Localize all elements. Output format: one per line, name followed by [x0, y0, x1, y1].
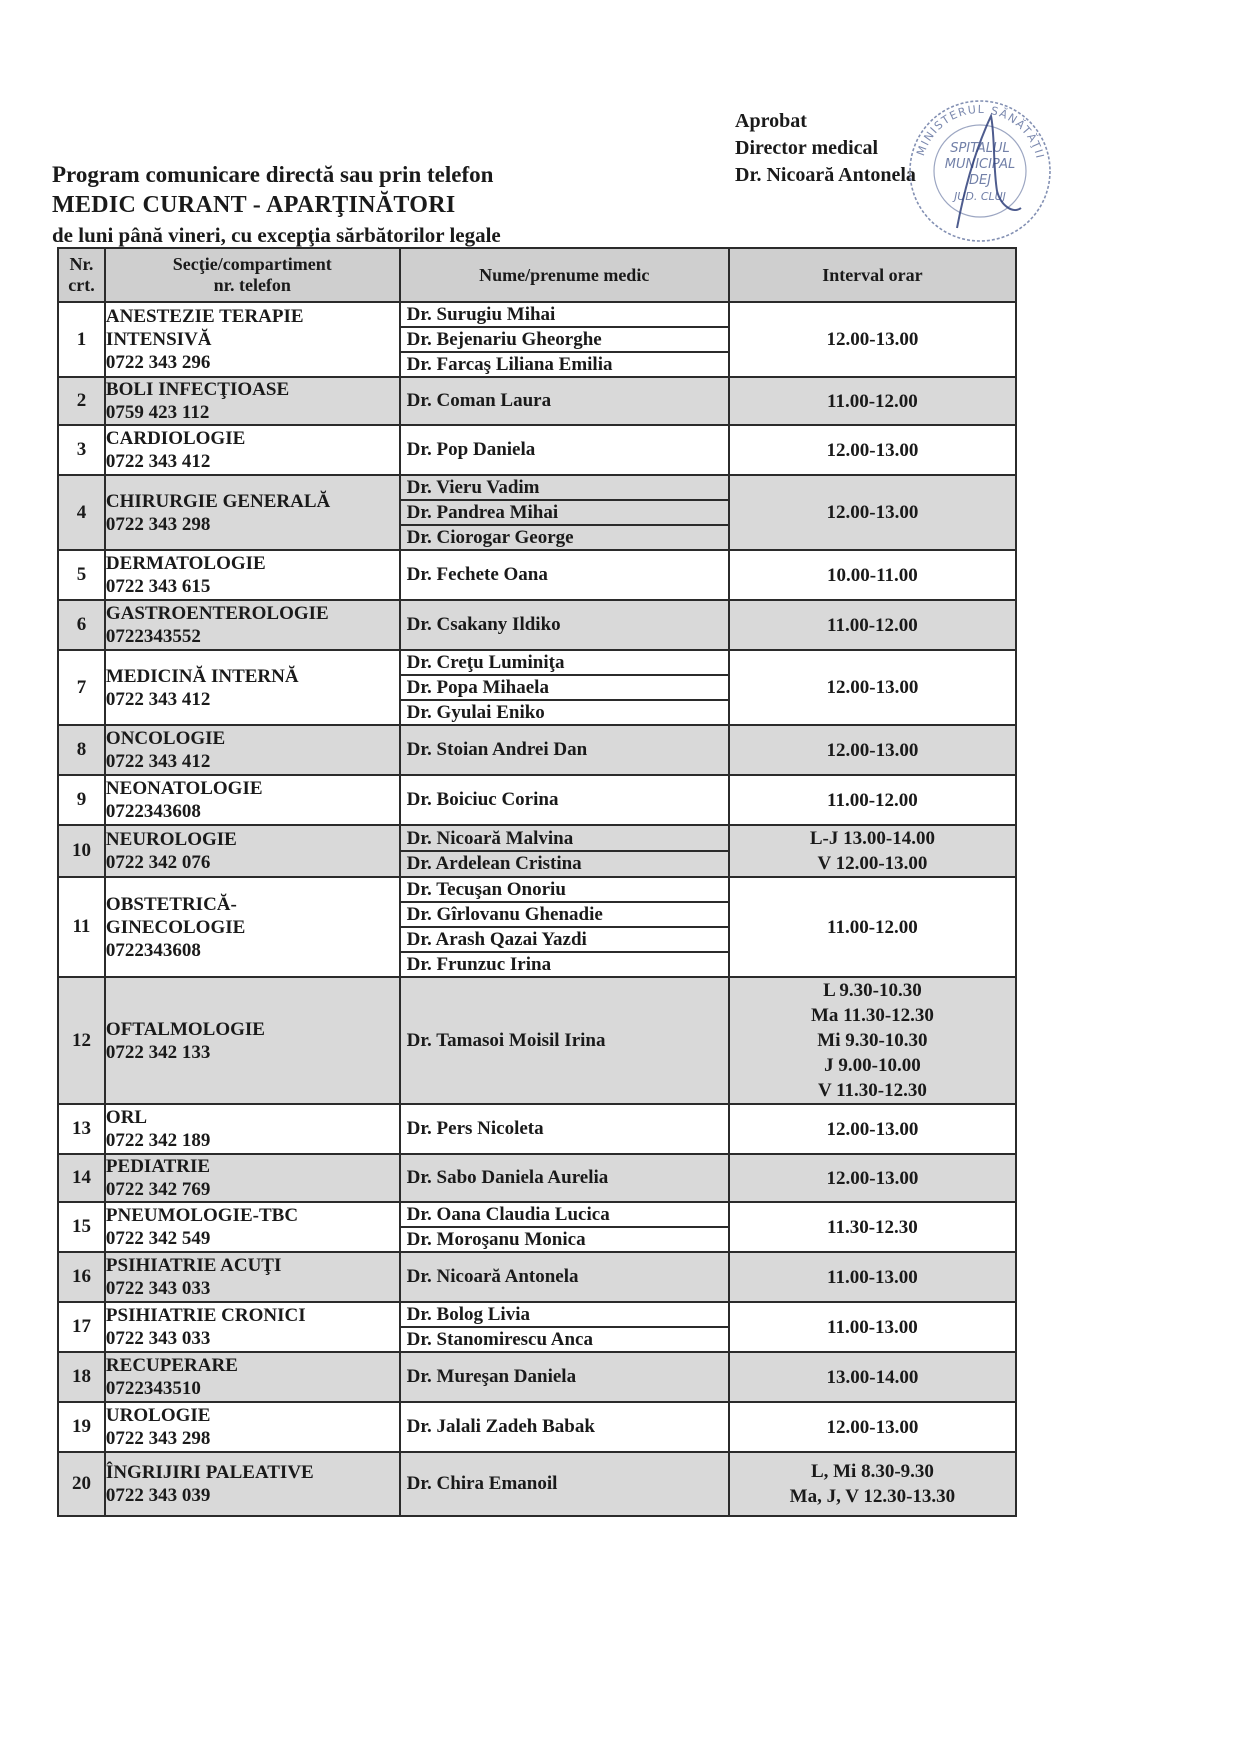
department-phone: 0722 343 412: [105, 688, 211, 710]
department-name: INTENSIVĂ: [105, 329, 212, 350]
doctor-name: Dr. Ciorogar George: [401, 524, 728, 549]
doctors-cell: [400, 725, 729, 775]
interval-cell: [729, 977, 1016, 1104]
doctors-cell: [400, 425, 729, 475]
table-row: [58, 877, 1016, 977]
department-phone: 0722 343 033: [105, 1278, 211, 1299]
interval-time: 11.00-12.00: [827, 390, 918, 412]
interval-cell: [729, 1302, 1016, 1352]
interval-cell: [729, 302, 1016, 377]
table-row: [58, 1104, 1016, 1154]
interval-time: 12.00-13.00: [826, 1416, 919, 1438]
department-cell: [105, 825, 400, 877]
doctor-name: Dr. Tamasoi Moisil Irina: [406, 1029, 606, 1051]
department-name: ORL: [105, 1107, 148, 1128]
doctor-name: Dr. Farcaş Liliana Emilia: [401, 351, 728, 376]
department-cell: [105, 650, 400, 725]
interval-time: 12.00-13.00: [826, 1167, 919, 1189]
department-phone: 0722 342 189: [105, 1130, 211, 1151]
interval-time: V 12.00-13.00: [817, 853, 928, 874]
row-number: 7: [58, 650, 105, 725]
department-phone: 0722 343 039: [105, 1485, 211, 1506]
svg-text:JUD. CLUJ: JUD. CLUJ: [954, 190, 1006, 203]
row-number: 1: [58, 302, 105, 377]
header-medic: Nume/prenume medic: [400, 248, 729, 302]
department-name: NEUROLOGIE: [105, 829, 237, 850]
department-phone: 0722 343 296: [105, 352, 211, 373]
interval-cell: [729, 725, 1016, 775]
department-cell: [105, 302, 400, 377]
department-cell: [105, 1252, 400, 1302]
interval-cell: [729, 1154, 1016, 1202]
row-number: 11: [58, 877, 105, 977]
doctor-name: Dr. Pandrea Mihai: [401, 499, 728, 524]
approval-role: Director medical: [735, 137, 879, 159]
heading-note: de luni până vineri, cu excepţia sărbătorilor legale: [52, 223, 501, 247]
department-name: GINECOLOGIE: [105, 916, 246, 938]
table-body: [58, 302, 1016, 1516]
interval-cell: [729, 650, 1016, 725]
row-number: 13: [58, 1104, 105, 1154]
doctor-name: Dr. Csakany Ildiko: [406, 614, 561, 635]
department-cell: [105, 1154, 400, 1202]
interval-time: 13.00-14.00: [826, 1366, 919, 1388]
svg-text:DEJ: DEJ: [968, 173, 992, 188]
interval-cell: [729, 825, 1016, 877]
department-phone: 0722 342 549: [105, 1228, 211, 1249]
doctor-name: Dr. Popa Mihaela: [401, 674, 728, 699]
doctor-name: Dr. Sabo Daniela Aurelia: [406, 1167, 609, 1188]
doctor-name: Dr. Tecuşan Onoriu: [406, 879, 566, 900]
doctor-name: Dr. Stoian Andrei Dan: [406, 739, 588, 760]
interval-cell: [729, 377, 1016, 425]
table-row: [58, 725, 1016, 775]
approval-label: Aprobat: [735, 110, 807, 132]
doctor-name: Dr. Bolog Livia: [406, 1304, 530, 1325]
table-row: [58, 825, 1016, 877]
department-name: ONCOLOGIE: [105, 728, 226, 749]
doctor-name: Dr. Nicoară Malvina: [406, 828, 574, 849]
doctor-name: Dr. Bejenariu Gheorghe: [401, 326, 728, 351]
approval-signatory: Dr. Nicoară Antonela: [735, 164, 916, 186]
doctor-name: Dr. Gyulai Eniko: [401, 699, 728, 724]
table-row: [58, 650, 1016, 725]
department-cell: [105, 550, 400, 600]
interval-time: 11.00-13.00: [827, 1266, 918, 1288]
doctors-cell: [400, 1252, 729, 1302]
doctor-name: Dr. Ardelean Cristina: [401, 850, 728, 875]
department-phone: 0722 343 412: [105, 451, 211, 472]
department-phone: 0722343510: [105, 1378, 201, 1399]
doctors-cell: [400, 977, 729, 1104]
department-name: DERMATOLOGIE: [105, 553, 266, 574]
heading-title: Program comunicare directă sau prin telefon: [52, 162, 494, 187]
table-row: [58, 377, 1016, 425]
interval-cell: [729, 1352, 1016, 1402]
department-phone: 0722 342 769: [105, 1179, 211, 1200]
interval-cell: [729, 600, 1016, 650]
svg-text:MUNICIPAL: MUNICIPAL: [944, 157, 1016, 172]
interval-time: V 11.30-12.30: [817, 1080, 927, 1101]
department-cell: [105, 1402, 400, 1452]
doctors-cell: [400, 877, 729, 977]
doctor-name: Dr. Boiciuc Corina: [406, 789, 559, 810]
department-cell: [105, 1352, 400, 1402]
doctors-cell: [400, 475, 729, 550]
row-number: 14: [58, 1154, 105, 1202]
row-number: 15: [58, 1202, 105, 1252]
interval-time: 12.00-13.00: [826, 1118, 919, 1140]
row-number: 10: [58, 825, 105, 877]
row-number: 6: [58, 600, 105, 650]
row-number: 19: [58, 1402, 105, 1452]
department-name: NEONATOLOGIE: [105, 778, 263, 799]
doctor-name: Dr. Moroşanu Monica: [401, 1226, 728, 1251]
doctor-name: Dr. Chira Emanoil: [406, 1473, 558, 1494]
interval-time: J 9.00-10.00: [824, 1055, 921, 1076]
table-row: [58, 775, 1016, 825]
department-phone: 0722 343 298: [105, 513, 211, 535]
interval-cell: [729, 425, 1016, 475]
interval-cell: [729, 550, 1016, 600]
interval-cell: [729, 1104, 1016, 1154]
row-number: 5: [58, 550, 105, 600]
doctor-name: Dr. Arash Qazai Yazdi: [401, 926, 728, 951]
interval-time: 11.00-13.00: [827, 1316, 918, 1338]
doctor-name: Dr. Surugiu Mihai: [406, 304, 556, 325]
row-number: 17: [58, 1302, 105, 1352]
table-row: [58, 550, 1016, 600]
header-nr: Nr. crt.: [58, 248, 105, 302]
department-name: UROLOGIE: [105, 1405, 211, 1426]
interval-time: 10.00-11.00: [827, 564, 918, 586]
table-row: [58, 1154, 1016, 1202]
department-name: CARDIOLOGIE: [105, 428, 246, 449]
department-name: MEDICINĂ INTERNĂ: [105, 665, 299, 687]
table-row: [58, 302, 1016, 377]
doctor-name: Dr. Pers Nicoleta: [406, 1118, 544, 1139]
interval-cell: [729, 877, 1016, 977]
department-phone: 0722343552: [105, 626, 201, 647]
department-cell: [105, 1302, 400, 1352]
interval-time: Ma, J, V 12.30-13.30: [789, 1486, 956, 1507]
department-phone: 0722 343 033: [105, 1328, 211, 1349]
department-cell: [105, 475, 400, 550]
department-phone: 0722343608: [105, 801, 201, 822]
department-name: OFTALMOLOGIE: [105, 1018, 265, 1040]
department-cell: [105, 1452, 400, 1516]
row-number: 18: [58, 1352, 105, 1402]
interval-time: L-J 13.00-14.00: [809, 828, 935, 849]
department-name: ÎNGRIJIRI PALEATIVE: [105, 1462, 314, 1483]
doctor-name: Dr. Coman Laura: [406, 390, 552, 411]
department-phone: 0722 343 298: [105, 1428, 211, 1449]
doctors-cell: [400, 1352, 729, 1402]
doctor-name: Dr. Oana Claudia Lucica: [406, 1204, 610, 1225]
interval-time: 11.00-12.00: [827, 916, 918, 938]
doctors-cell: [400, 377, 729, 425]
department-name: CHIRURGIE GENERALĂ: [105, 490, 331, 512]
department-cell: [105, 377, 400, 425]
department-name: BOLI INFECŢIOASE: [105, 379, 290, 400]
interval-time: 11.00-12.00: [827, 789, 918, 811]
row-number: 20: [58, 1452, 105, 1516]
interval-cell: [729, 1452, 1016, 1516]
interval-time: 12.00-13.00: [826, 329, 919, 350]
interval-cell: [729, 475, 1016, 550]
doctors-cell: [400, 550, 729, 600]
doctor-name: Dr. Frunzuc Irina: [401, 951, 728, 976]
row-number: 2: [58, 377, 105, 425]
header-interval: Interval orar: [729, 248, 1016, 302]
department-name: OBSTETRICĂ-: [105, 893, 237, 915]
doctor-name: Dr. Nicoară Antonela: [406, 1266, 579, 1287]
department-name: GASTROENTEROLOGIE: [105, 603, 329, 624]
doctors-cell: [400, 775, 729, 825]
table-row: [58, 1402, 1016, 1452]
doctors-cell: [400, 1302, 729, 1352]
row-number: 12: [58, 977, 105, 1104]
interval-time: 12.00-13.00: [826, 739, 919, 761]
department-name: PEDIATRIE: [105, 1156, 211, 1177]
doctors-cell: [400, 1452, 729, 1516]
doctors-cell: [400, 1202, 729, 1252]
doctors-cell: [400, 650, 729, 725]
department-phone: 0722343608: [105, 939, 201, 961]
department-phone: 0722 342 133: [105, 1041, 211, 1063]
interval-cell: [729, 775, 1016, 825]
table-row: [58, 977, 1016, 1104]
table-row: [58, 1252, 1016, 1302]
department-name: ANESTEZIE TERAPIE: [105, 306, 304, 327]
svg-text:SPITALUL: SPITALUL: [950, 141, 1010, 156]
interval-time: 11.30-12.30: [827, 1216, 918, 1238]
doctors-cell: [400, 1154, 729, 1202]
table-header-row: [58, 248, 1016, 302]
interval-time: 12.00-13.00: [826, 502, 919, 523]
department-cell: [105, 977, 400, 1104]
department-phone: 0722 343 412: [105, 751, 211, 772]
row-number: 8: [58, 725, 105, 775]
department-phone: 0759 423 112: [105, 402, 210, 423]
interval-time: 11.00-12.00: [827, 614, 918, 636]
table-row: [58, 1202, 1016, 1252]
interval-cell: [729, 1202, 1016, 1252]
interval-time: L 9.30-10.30: [823, 980, 922, 1001]
doctor-name: Dr. Fechete Oana: [406, 564, 548, 585]
interval-time: 12.00-13.00: [826, 677, 919, 698]
doctors-cell: [400, 1402, 729, 1452]
doctor-name: Dr. Gîrlovanu Ghenadie: [401, 901, 728, 926]
department-phone: 0722 342 076: [105, 852, 211, 873]
department-cell: [105, 1202, 400, 1252]
table-row: [58, 600, 1016, 650]
interval-cell: [729, 1402, 1016, 1452]
interval-time: Mi 9.30-10.30: [817, 1030, 928, 1051]
department-cell: [105, 1104, 400, 1154]
row-number: 16: [58, 1252, 105, 1302]
svg-text:MINISTERUL SĂNĂTĂŢII: MINISTERUL SĂNĂTĂŢII: [914, 102, 1047, 161]
doctor-name: Dr. Creţu Luminiţa: [406, 652, 565, 673]
department-cell: [105, 600, 400, 650]
doctors-cell: [400, 1104, 729, 1154]
department-cell: [105, 725, 400, 775]
doctor-name: Dr. Vieru Vadim: [406, 477, 540, 498]
department-cell: [105, 775, 400, 825]
department-name: PNEUMOLOGIE-TBC: [105, 1205, 299, 1226]
doctors-cell: [400, 600, 729, 650]
interval-cell: [729, 1252, 1016, 1302]
department-phone: 0722 343 615: [105, 576, 211, 597]
doctors-cell: [400, 302, 729, 377]
table-row: [58, 1352, 1016, 1402]
table-row: [58, 1302, 1016, 1352]
department-cell: [105, 877, 400, 977]
department-name: RECUPERARE: [105, 1355, 238, 1376]
department-cell: [105, 425, 400, 475]
doctor-name: Dr. Pop Daniela: [406, 439, 536, 460]
doctor-name: Dr. Mureşan Daniela: [406, 1366, 577, 1387]
doctors-cell: [400, 825, 729, 877]
hospital-stamp-icon: [905, 96, 1055, 246]
department-name: PSIHIATRIE ACUŢI: [105, 1255, 282, 1276]
document-heading: [52, 160, 752, 250]
row-number: 4: [58, 475, 105, 550]
doctor-name: Dr. Stanomirescu Anca: [401, 1326, 728, 1351]
interval-time: Ma 11.30-12.30: [810, 1005, 934, 1026]
interval-time: L, Mi 8.30-9.30: [810, 1461, 934, 1482]
row-number: 3: [58, 425, 105, 475]
heading-subtitle: MEDIC CURANT - APARŢINĂTORI: [52, 192, 456, 218]
department-name: PSIHIATRIE CRONICI: [105, 1305, 306, 1326]
table-row: [58, 425, 1016, 475]
doctor-name: Dr. Jalali Zadeh Babak: [406, 1416, 595, 1437]
interval-time: 12.00-13.00: [826, 439, 919, 461]
table-row: [58, 475, 1016, 550]
table-row: [58, 1452, 1016, 1516]
schedule-table: [57, 247, 1017, 1517]
row-number: 9: [58, 775, 105, 825]
header-sectie: Secţie/compartiment nr. telefon: [105, 248, 400, 302]
